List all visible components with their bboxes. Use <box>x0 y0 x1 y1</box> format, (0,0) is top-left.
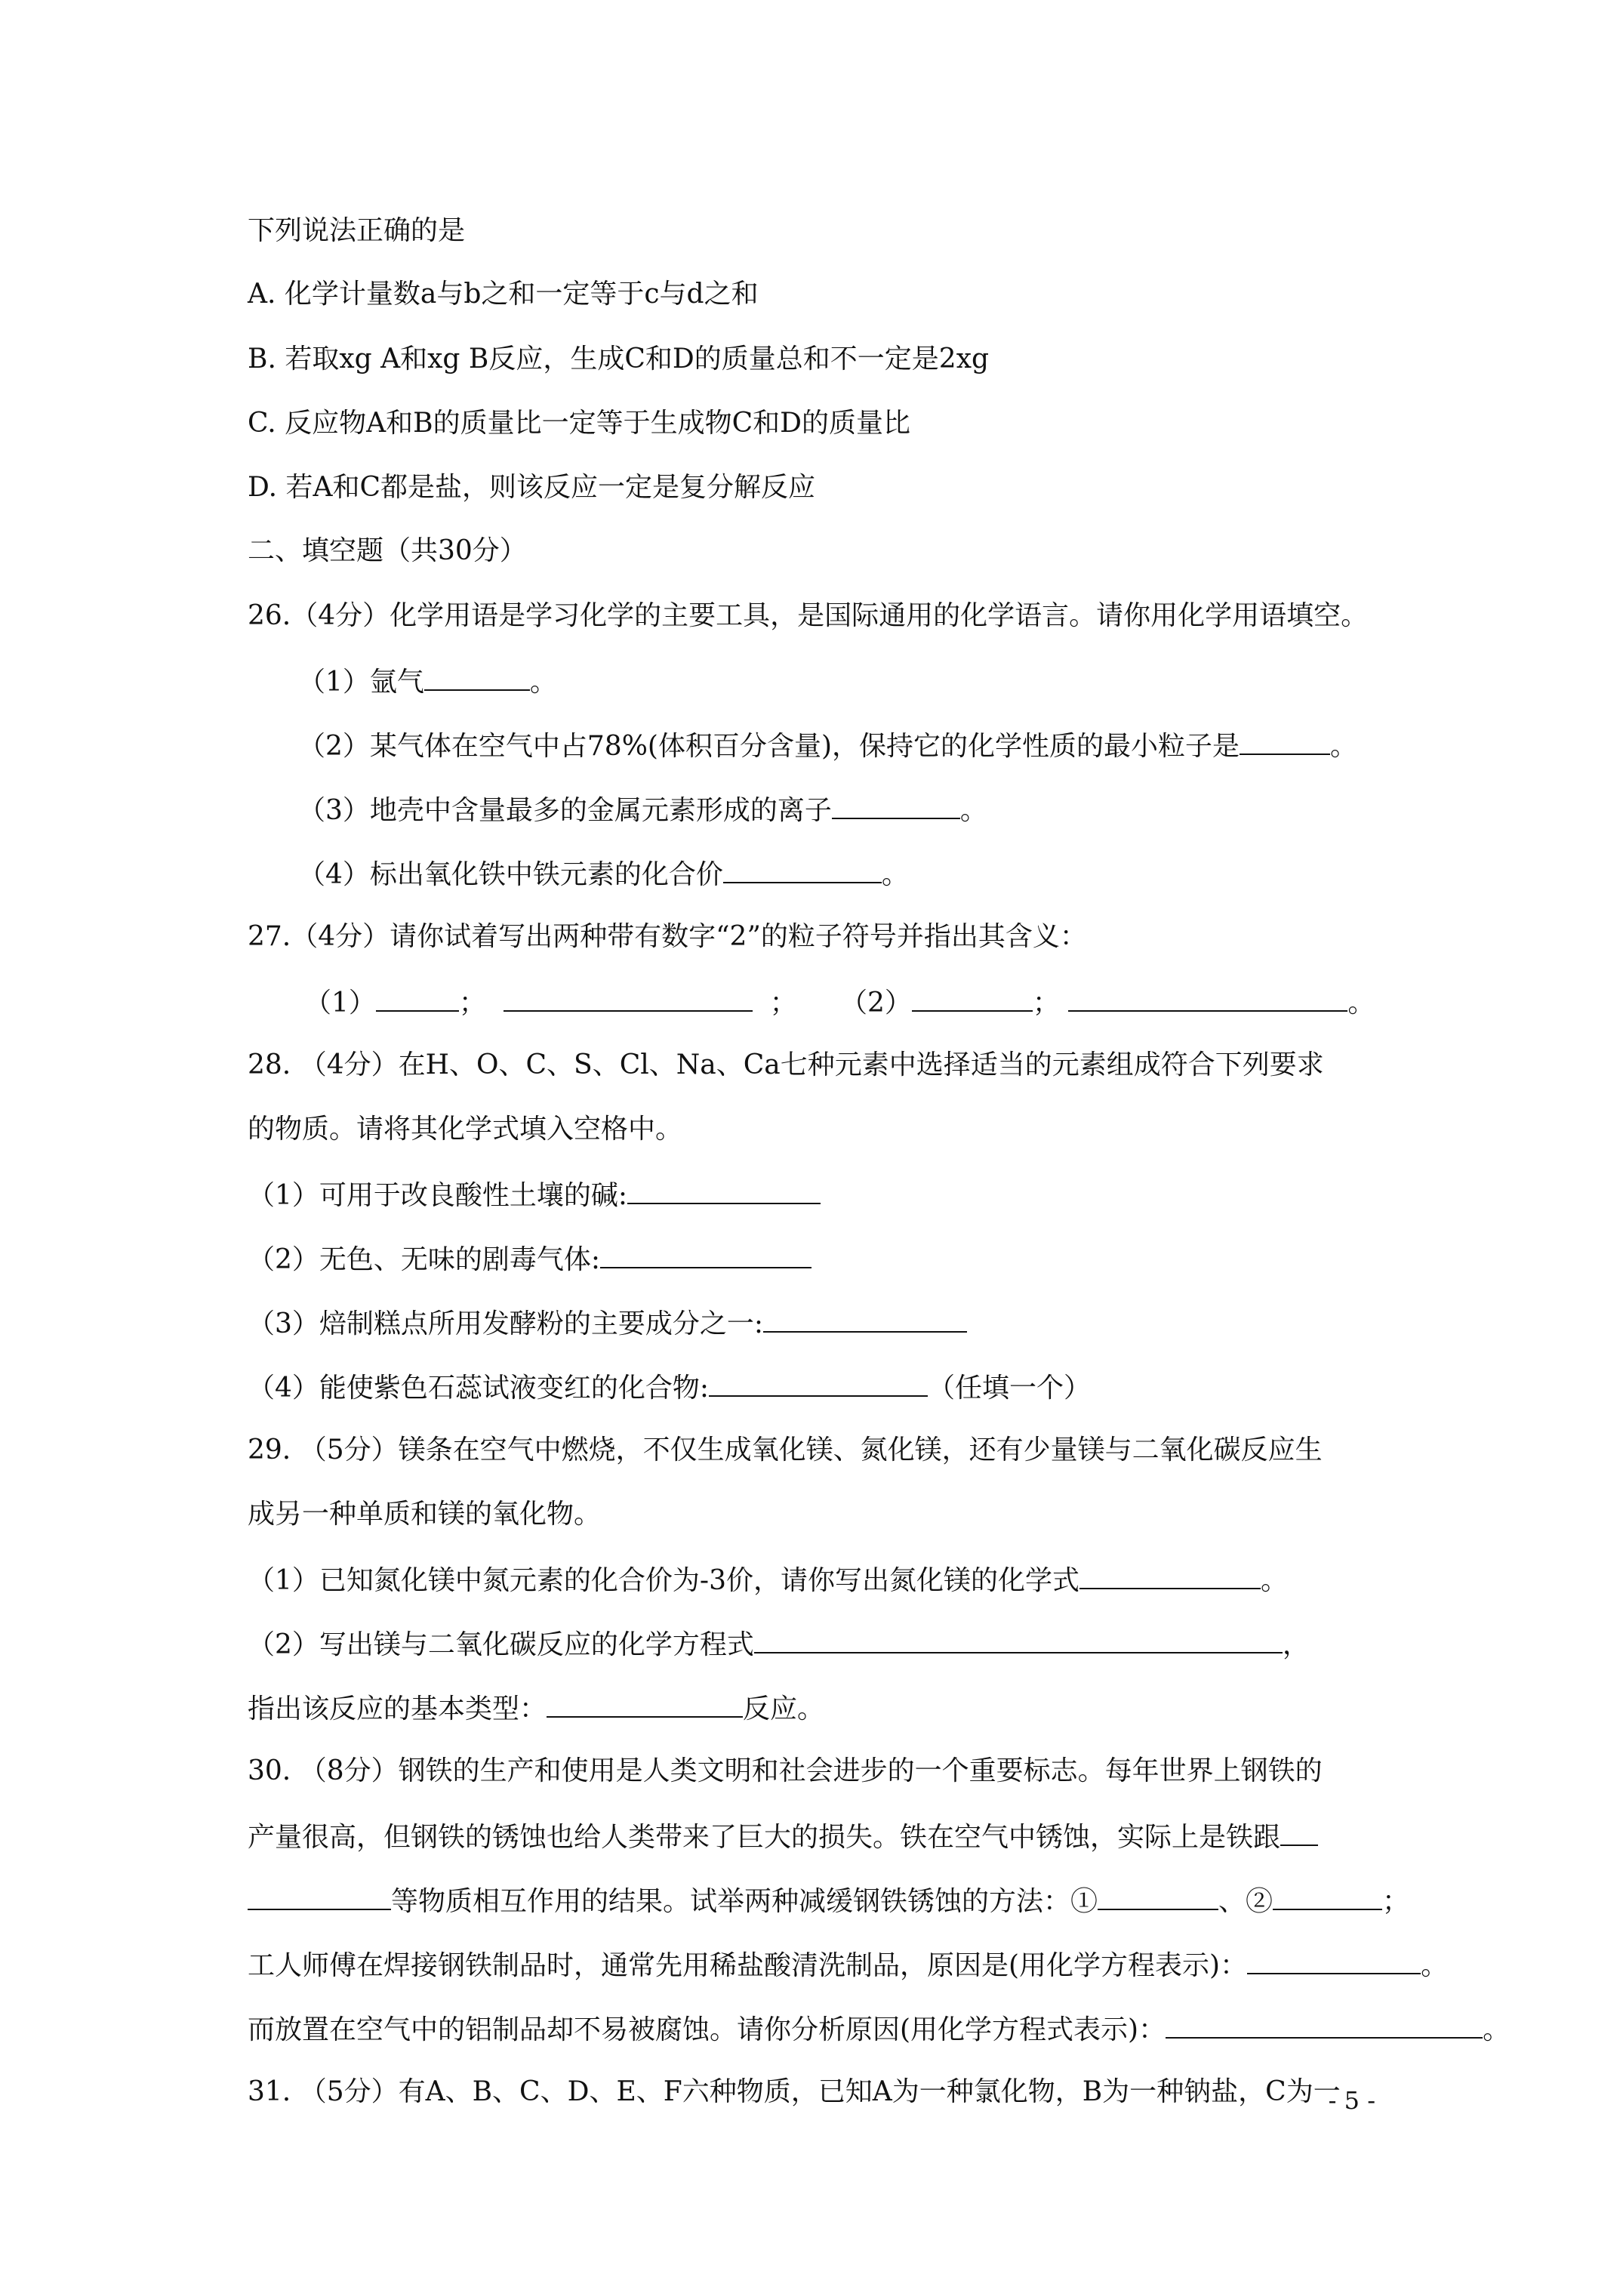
q28-stem-line1: 28. （4分）在H、O、C、S、Cl、Na、Ca七种元素中选择适当的元素组成符合下列要求 <box>248 1049 1324 1080</box>
answer-blank[interactable] <box>627 1176 821 1204</box>
q30-line5: 而放置在空气中的铝制品却不易被腐蚀。请你分析原因(用化学方程式表示)： 。 <box>248 2010 1510 2048</box>
answer-blank[interactable] <box>1166 2010 1483 2039</box>
q30-line3: 等物质相互作用的结果。试举两种减缓钢铁锈蚀的方法：① 、② ； <box>248 1881 1409 1920</box>
q28-item-1: （1）可用于改良酸性土壤的碱: <box>248 1176 821 1214</box>
q27-stem: 27.（4分）请你试着写出两种带有数字“2”的粒子符号并指出其含义： <box>248 921 1087 952</box>
q25-option-c: C. 反应物A和B的质量比一定等于生成物C和D的质量比 <box>248 408 911 439</box>
answer-blank[interactable] <box>754 1625 1283 1653</box>
q29-stem-line2: 成另一种单质和镁的氧化物。 <box>248 1499 602 1530</box>
answer-blank[interactable] <box>723 855 882 883</box>
q30-line4: 工人师傅在焊接钢铁制品时，通常先用稀盐酸清洗制品，原因是(用化学方程表示)： 。 <box>248 1946 1448 1984</box>
answer-blank[interactable] <box>1079 1561 1261 1589</box>
answer-blank[interactable] <box>1068 983 1347 1012</box>
q28-item-2: （2）无色、无味的剧毒气体: <box>248 1240 812 1278</box>
q28-item-4: （4）能使紫色石蕊试液变红的化合物: （任填一个） <box>248 1368 1091 1407</box>
q30-stem-line1: 30. （8分）钢铁的生产和使用是人类文明和社会进步的一个重要标志。每年世界上钢铁的 <box>248 1755 1323 1786</box>
answer-blank[interactable] <box>547 1689 743 1718</box>
q29-item-1: （1）已知氮化镁中氮元素的化合价为-3价，请你写出氮化镁的化学式 。 <box>248 1561 1288 1599</box>
q25-option-b: B. 若取xg A和xg B反应，生成C和D的质量总和不一定是2xg <box>248 344 990 374</box>
q29-item-2: （2）写出镁与二氧化碳反应的化学方程式 ， <box>248 1625 1310 1663</box>
answer-blank[interactable] <box>1247 1946 1421 1974</box>
answer-blank[interactable] <box>600 1240 812 1268</box>
q31-stem-line1: 31. （5分）有A、B、C、D、E、F六种物质，已知A为一种氯化物，B为一种钠盐，C为一 <box>248 2076 1341 2107</box>
section-title: 二、填空题（共30分） <box>248 535 527 566</box>
answer-blank[interactable] <box>832 791 960 819</box>
q27-answers: （1） ； ； （2） ； 。 <box>304 983 1375 1022</box>
answer-blank[interactable] <box>1273 1881 1382 1910</box>
q29-item-3: 指出该反应的基本类型： 反应。 <box>248 1689 824 1727</box>
q26-item-4: （4）标出氧化铁中铁元素的化合价 。 <box>298 855 909 893</box>
q26-item-2: （2）某气体在空气中占78%(体积百分含量)，保持它的化学性质的最小粒子是 。 <box>298 726 1357 765</box>
answer-blank[interactable] <box>912 983 1033 1012</box>
answer-blank[interactable] <box>1280 1817 1318 1846</box>
answer-blank[interactable] <box>376 983 459 1012</box>
page-number: - 5 - <box>1328 2086 1375 2115</box>
q26-item-3: （3）地壳中含量最多的金属元素形成的离子 。 <box>298 791 987 829</box>
q26-stem: 26.（4分）化学用语是学习化学的主要工具，是国际通用的化学语言。请你用化学用语填空。 <box>248 600 1369 631</box>
answer-blank[interactable] <box>504 983 753 1012</box>
q26-item-1: （1）氩气 。 <box>298 662 557 701</box>
q29-stem-line1: 29. （5分）镁条在空气中燃烧，不仅生成氧化镁、氮化镁，还有少量镁与二氧化碳反应生 <box>248 1435 1323 1465</box>
q25-stem: 下列说法正确的是 <box>248 215 466 246</box>
answer-blank[interactable] <box>1098 1881 1218 1910</box>
q28-stem-line2: 的物质。请将其化学式填入空格中。 <box>248 1114 683 1145</box>
q25-option-d: D. 若A和C都是盐，则该反应一定是复分解反应 <box>248 472 816 503</box>
answer-blank[interactable] <box>424 662 530 691</box>
answer-blank[interactable] <box>248 1881 391 1910</box>
q30-stem-line2: 产量很高，但钢铁的锈蚀也给人类带来了巨大的损失。铁在空气中锈蚀，实际上是铁跟 <box>248 1817 1318 1856</box>
answer-blank[interactable] <box>709 1368 928 1397</box>
answer-blank[interactable] <box>763 1304 967 1333</box>
answer-blank[interactable] <box>1240 726 1330 755</box>
q28-item-3: （3）焙制糕点所用发酵粉的主要成分之一: <box>248 1304 967 1342</box>
q25-option-a: A. 化学计量数a与b之和一定等于c与d之和 <box>248 279 759 310</box>
